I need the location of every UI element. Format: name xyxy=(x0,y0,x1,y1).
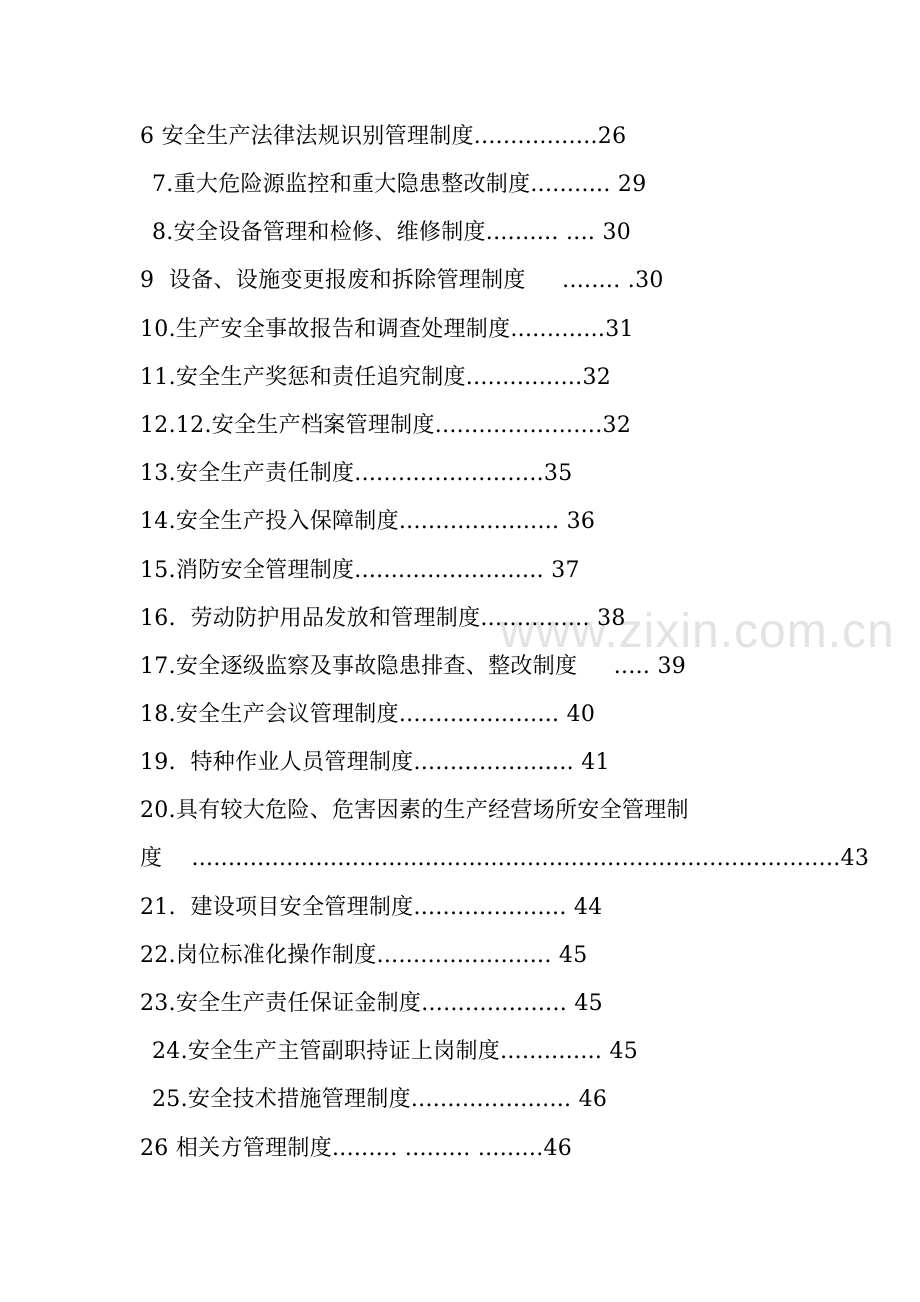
toc-entry-24: 24.安全生产主管副职持证上岗制度.............. 45 xyxy=(152,1039,639,1064)
toc-entry-13: 13.安全生产责任制度..........................35 xyxy=(140,461,573,486)
toc-entry-19: 19. 特种作业人员管理制度...................... 41 xyxy=(140,750,610,775)
toc-entry-10: 10.生产安全事故报告和调查处理制度.............31 xyxy=(140,317,634,342)
toc-entry-26: 26 相关方管理制度......... ......... .........46 xyxy=(140,1136,573,1161)
toc-entry-9: 9 设备、设施变更报废和拆除管理制度 ........ .30 xyxy=(140,268,664,293)
toc-entry-15: 15.消防安全管理制度.......................... 37 xyxy=(140,558,580,583)
toc-entry-20: 20.具有较大危险、危害因素的生产经营场所安全管理制 xyxy=(140,798,689,823)
toc-entry-21: 21. 建设项目安全管理制度..................... 44 xyxy=(140,895,603,920)
toc-entry-6: 6 安全生产法律法规识别管理制度.................26 xyxy=(140,124,627,149)
toc-entry-23: 23.安全生产责任保证金制度.................... 45 xyxy=(140,991,603,1016)
toc-entry-16: 16. 劳动防护用品发放和管理制度............... 38 xyxy=(140,606,626,631)
toc-entry-18: 18.安全生产会议管理制度...................... 40 xyxy=(140,702,596,727)
toc-entry-11: 11.安全生产奖惩和责任追究制度................32 xyxy=(140,365,612,390)
toc-entry-22: 22.岗位标准化操作制度........................ 45 xyxy=(140,943,588,968)
toc-entry-12: 12.12.安全生产档案管理制度.......................32 xyxy=(140,413,632,438)
toc-entry-20-continued: 度 .........................................................................................43 xyxy=(140,846,870,871)
toc-entry-25: 25.安全技术措施管理制度...................... 46 xyxy=(152,1087,608,1112)
watermark: www.zixin.com.cn xyxy=(500,605,895,658)
toc-entry-7: 7.重大危险源监控和重大隐患整改制度........... 29 xyxy=(152,172,647,197)
toc-entry-14: 14.安全生产投入保障制度...................... 36 xyxy=(140,509,596,534)
toc-entry-8: 8.安全设备管理和检修、维修制度.......... .... 30 xyxy=(152,220,632,245)
toc-entry-17: 17.安全逐级监察及事故隐患排查、整改制度 ..... 39 xyxy=(140,654,687,679)
